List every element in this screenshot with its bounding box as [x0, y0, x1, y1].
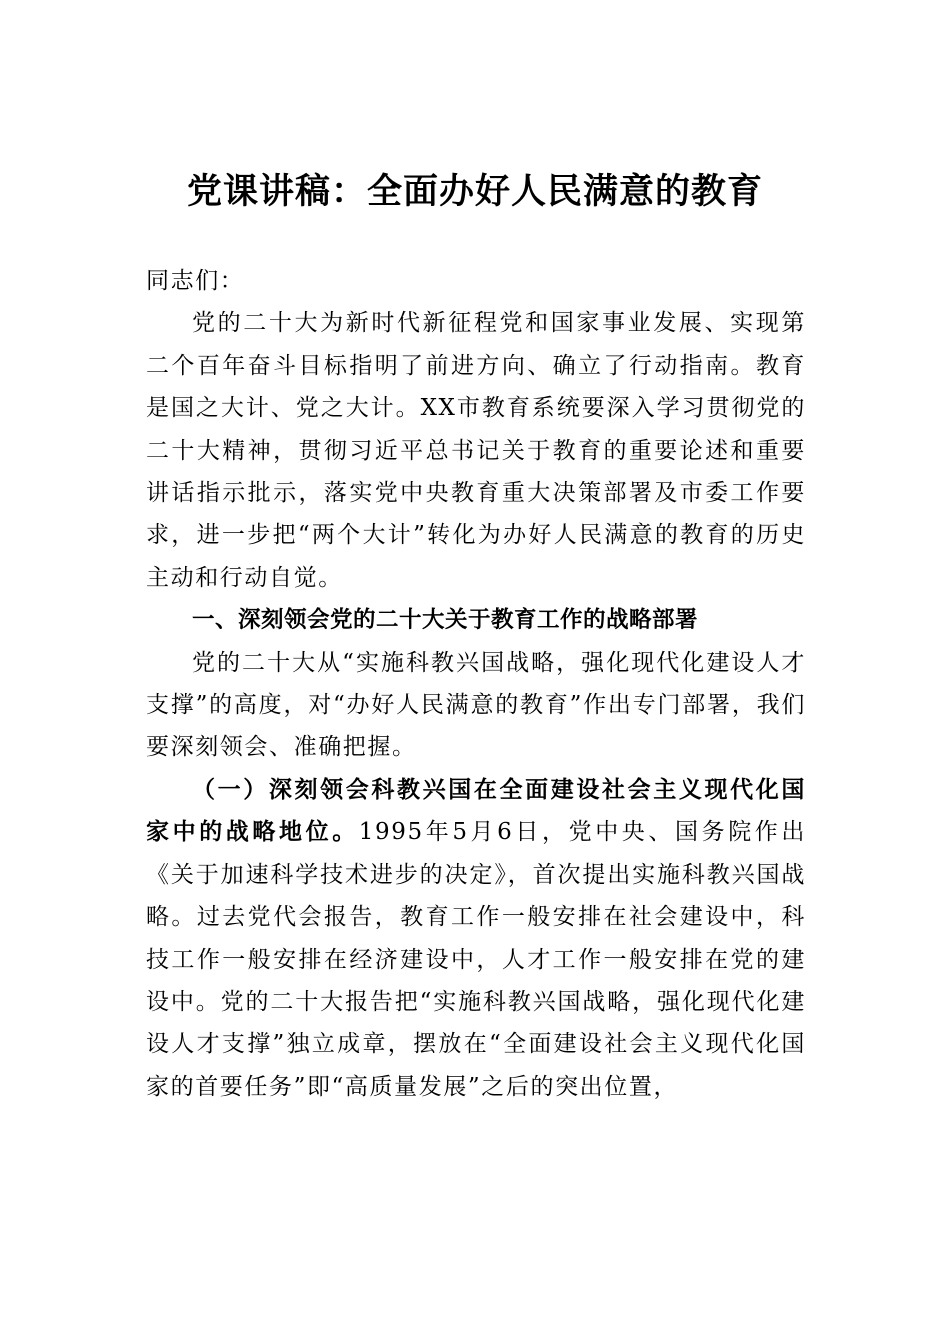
section-1-heading: 一、深刻领会党的二十大关于教育工作的战略部署: [192, 607, 699, 634]
section-1-paragraph: 党的二十大从“实施科教兴国战略，强化现代化建设人才支撑”的高度，对“办好人民满意的教育”作出专门部署，我们要深刻领会、准确把握。: [146, 649, 806, 761]
subsection-1-heading: （一）深刻领会科教兴国在全面建设社会主义现代化国家中的战略地位。: [146, 775, 806, 846]
document-title: 党课讲稿：全面办好人民满意的教育: [186, 171, 763, 212]
document-body: [146, 260, 806, 1108]
subsection-1-paragraph: [146, 769, 806, 1108]
subsection-1-body: 1995年5月6日，党中央、国务院作出《关于加速科学技术进步的决定》，首次提出实施科教兴国战略。过去党代会报告，教育工作一般安排在社会建设中，科技工作一般安排在经济建设中，人才工作一般安排在党的建设中。党的二十大报告把“实施科教兴国战略，强化现代化建设人才支撑”独立成章，摆放在“全面建设社会主义现代化国家的首要任务”即“高质量发展”之后的突出位置，: [146, 819, 806, 1100]
salutation: 同志们：: [146, 268, 245, 294]
intro-paragraph: 党的二十大为新时代新征程党和国家事业发展、实现第二个百年奋斗目标指明了前进方向、确立了行动指南。教育是国之大计、党之大计。XX市教育系统要深入学习贯彻党的二十大精神，贯彻习近平总书记关于教育的重要论述和重要讲话指示批示，落实党中央教育重大决策部署及市委工作要求，进一步把“两个大计”转化为办好人民满意的教育的历史主动和行动自觉。: [146, 310, 806, 591]
